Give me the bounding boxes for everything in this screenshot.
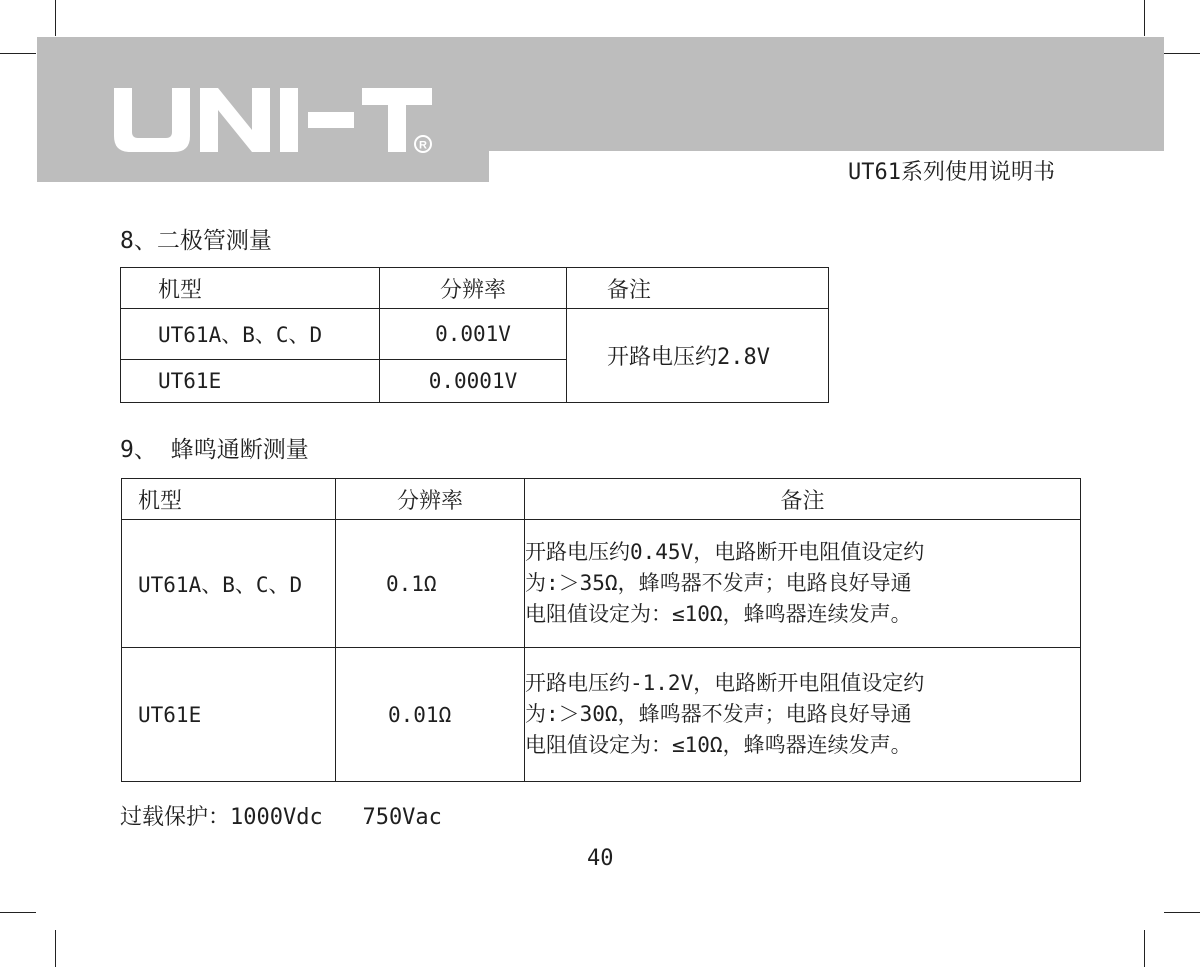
model-cell: UT61A、B、C、D — [122, 520, 336, 648]
resolution-cell: 0.1Ω — [336, 520, 525, 648]
crop-mark — [1164, 912, 1200, 913]
section-title-continuity: 9、 蜂鸣通断测量 — [120, 437, 309, 463]
crop-mark — [1144, 0, 1145, 36]
crop-mark — [1164, 53, 1200, 54]
table-header-row — [121, 268, 829, 309]
column-header-note: 备注 — [525, 479, 1081, 520]
crop-mark — [1144, 930, 1145, 967]
section-title-diode: 8、二极管测量 — [120, 228, 272, 254]
continuity-spec-table — [121, 478, 1081, 782]
document-title: UT61系列使用说明书 — [848, 160, 1055, 185]
resolution-cell: 0.001V — [380, 309, 567, 360]
svg-text:R: R — [419, 139, 427, 152]
column-header-resolution: 分辨率 — [336, 479, 525, 520]
model-cell: UT61E — [121, 360, 380, 403]
crop-mark — [0, 53, 36, 54]
brand-logo — [112, 86, 442, 156]
resolution-cell: 0.01Ω — [336, 648, 525, 782]
resolution-cell: 0.0001V — [380, 360, 567, 403]
table-header-row — [122, 479, 1081, 520]
crop-mark — [55, 0, 56, 36]
column-header-resolution: 分辨率 — [380, 268, 567, 309]
column-header-model: 机型 — [122, 479, 336, 520]
crop-mark — [0, 912, 36, 913]
table-row — [122, 648, 1081, 782]
column-header-note: 备注 — [567, 268, 829, 309]
model-cell: UT61A、B、C、D — [121, 309, 380, 360]
model-cell: UT61E — [122, 648, 336, 782]
crop-mark — [55, 930, 56, 967]
note-cell: 开路电压约0.45V，电路断开电阻值设定约 为:＞35Ω，蜂鸣器不发声；电路良好导通 电阻值设定为：≤10Ω，蜂鸣器连续发声。 — [525, 520, 1081, 648]
column-header-model: 机型 — [121, 268, 380, 309]
page-number: 40 — [587, 846, 614, 871]
note-cell: 开路电压约2.8V — [567, 309, 829, 403]
note-cell: 开路电压约-1.2V，电路断开电阻值设定约 为:＞30Ω，蜂鸣器不发声；电路良好导通 电阻值设定为：≤10Ω，蜂鸣器连续发声。 — [525, 648, 1081, 782]
diode-spec-table — [120, 267, 829, 403]
table-row — [121, 309, 829, 360]
overload-protection: 过载保护：1000Vdc 750Vac — [120, 805, 442, 830]
table-row — [122, 520, 1081, 648]
